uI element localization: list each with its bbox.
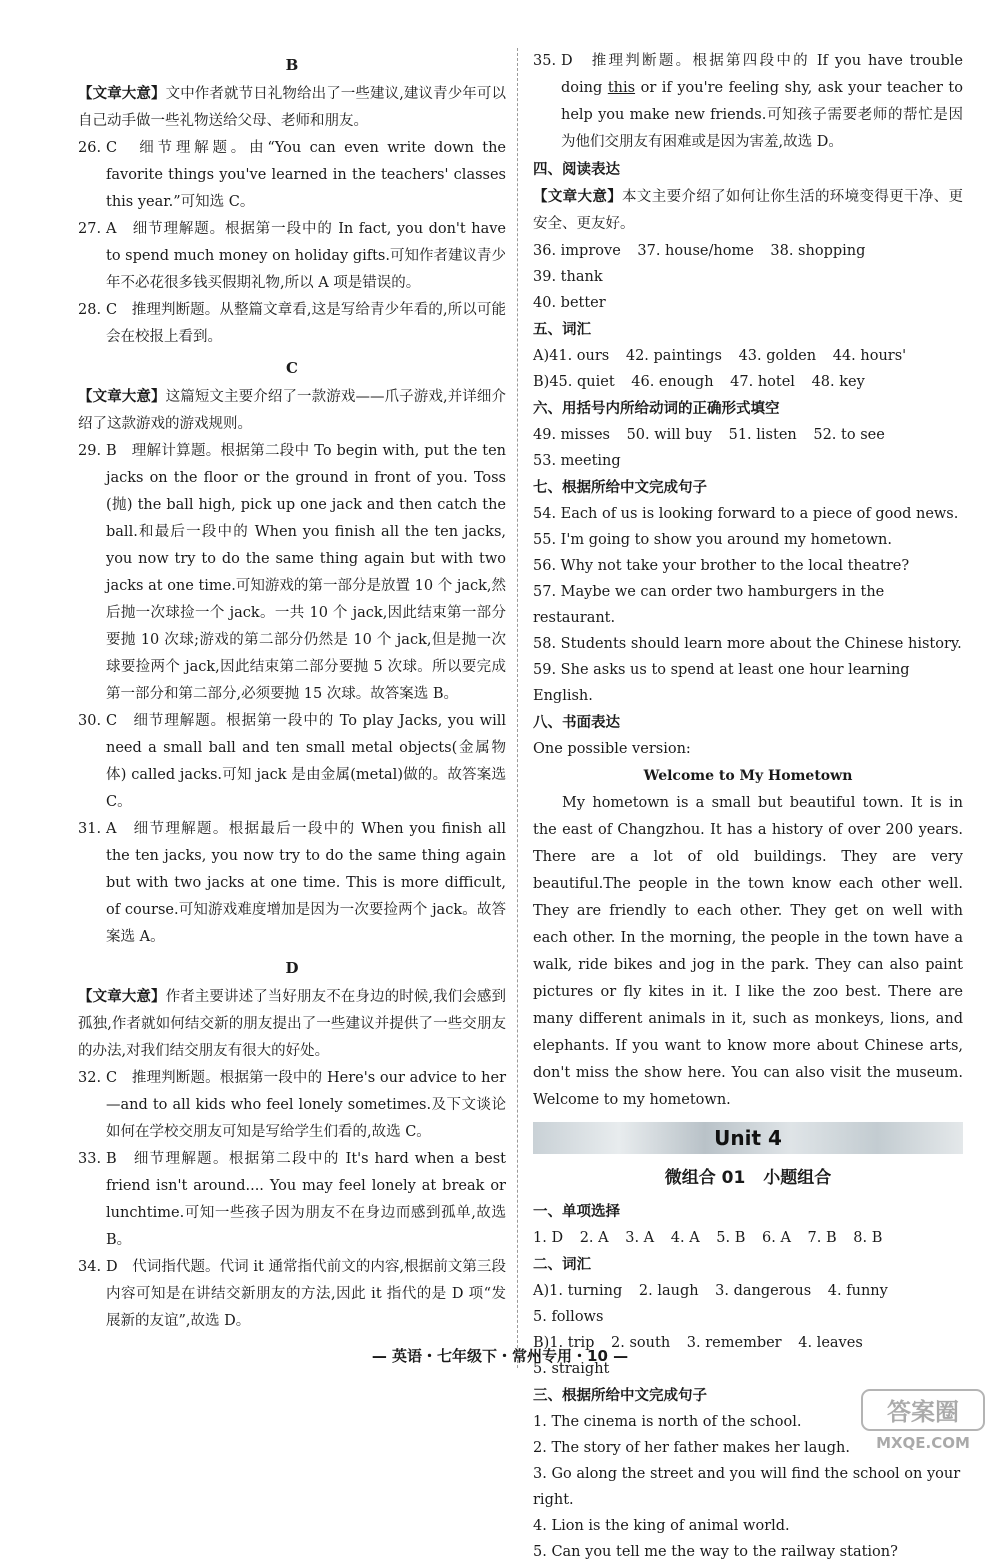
section-7-heading: 七、根据所给中文完成句子	[533, 479, 707, 496]
answer: 49. misses	[533, 427, 610, 443]
answer: 47. hotel	[730, 374, 795, 390]
answer: A)1. turning	[533, 1283, 623, 1299]
answer-explanation: C 细节理解题。由“You can even write down the favorite things you've learned in the teachers' classes this year.”可知选 C。	[106, 140, 506, 210]
section-8-heading: 八、书面表达	[533, 714, 620, 731]
answer: B)1. trip	[533, 1335, 595, 1351]
sentence: 2. The story of her father makes her laugh.	[533, 1440, 850, 1456]
sentence: 59. She asks us to spend at least one hour learning English.	[533, 662, 910, 704]
answer-item-31	[78, 816, 506, 951]
answer: 40. better	[533, 295, 606, 311]
answer-item-26	[78, 135, 506, 216]
answer: 1. D	[533, 1230, 564, 1246]
sentence: 54. Each of us is looking forward to a piece of good news.	[533, 506, 959, 522]
answer-item-29	[78, 438, 506, 708]
section-c-label: C	[286, 359, 298, 377]
answer: 51. listen	[728, 427, 797, 443]
answer-explanation: D 推理判断题。根据第四段中的 If you have trouble doing	[561, 53, 963, 96]
essay-body: My hometown is a small but beautiful town. It is in the east of Changzhou. It has a history of over 200 years. There are a lot of old buildings. They are very beautiful.The people in the town know each other well. They are friendly to each other. They get on well with each other. In the morning, the people in the town have a walk, ride bikes and jog in the park. They can also paint pictures or fly kites in it. I like the zoo best. There are many different animals in it, such as monkeys, lions, and elephants. If you want to know more about Chinese arts, don't miss the show here. You can also visit the museum. Welcome to my hometown.	[533, 795, 963, 1108]
unit-banner	[533, 1122, 963, 1154]
answer: 3. remember	[686, 1335, 782, 1351]
sentence: 5. Can you tell me the way to the railway station?	[533, 1544, 898, 1560]
question-number: 29.	[78, 443, 102, 459]
section-6-answers	[533, 422, 963, 474]
answer: 5. B	[716, 1230, 746, 1246]
answer-explanation: C 细节理解题。根据第一段中的 To play Jacks, you will need a small ball and ten small metal objects(金属物体) called jacks.可知 jack 是由金属(metal)做的。故答案选 C。	[106, 713, 506, 810]
answer: 44. hours'	[832, 348, 907, 364]
right-column	[533, 48, 963, 1565]
question-number: 32.	[78, 1070, 102, 1086]
section-6-heading: 六、用括号内所给动词的正确形式填空	[533, 400, 780, 417]
essay-intro: One possible version:	[533, 741, 691, 757]
answer: 3. dangerous	[715, 1283, 812, 1299]
answer-explanation: D 代词指代题。代词 it 通常指代前文的内容,根据前文第三段内容可知是在讲结交新朋友的方法,因此 it 指代的是 D 项“发展新的友谊”,故选 D。	[106, 1259, 506, 1329]
question-number: 28.	[78, 302, 102, 318]
answer-item-34	[78, 1254, 506, 1335]
summary-text: 文中作者就节日礼物给出了一些建议,建议青少年可以自己动手做一些礼物送给父母、老师和朋友。	[78, 86, 507, 129]
answer-explanation: C 推理判断题。从整篇文章看,这是写给青少年看的,所以可能会在校报上看到。	[106, 302, 506, 345]
answer: 3. A	[625, 1230, 655, 1246]
summary-text: 本文主要介绍了如何让你生活的环境变得更干净、更安全、更友好。	[533, 189, 964, 232]
question-number: 31.	[78, 821, 102, 837]
watermark-text: 答案圈	[887, 1398, 959, 1426]
answer: 43. golden	[738, 348, 817, 364]
answer: 39. thank	[533, 269, 603, 285]
answer: 2. south	[611, 1335, 671, 1351]
question-number: 27.	[78, 221, 102, 237]
watermark-url: MXQE.COM	[876, 1434, 970, 1452]
answer: B)45. quiet	[533, 374, 615, 390]
answer-item-32	[78, 1065, 506, 1146]
answer: 36. improve	[533, 243, 621, 259]
answer-explanation: A 细节理解题。根据最后一段中的 When you finish all the ten jacks, you now try to do the same thing again but with two jacks at one time. This is more difficult, of course.可知游戏难度增加是因为一次要捡两个 jack。故答案选 A。	[106, 821, 506, 945]
answer: 7. B	[807, 1230, 837, 1246]
sentence: 55. I'm going to show you around my hometown.	[533, 532, 892, 548]
answer-item-27	[78, 216, 506, 297]
question-number: 33.	[78, 1151, 102, 1167]
answer-explanation: B 细节理解题。根据第二段中的 It's hard when a best friend isn't around.... You may feel lonely at break or lunchtime.可知一些孩子因为朋友不在身边而感到孤单,故选 B。	[106, 1151, 506, 1248]
answer: 42. paintings	[625, 348, 722, 364]
answer: 52. to see	[813, 427, 885, 443]
page-footer: — 英语・七年级下・常州专用・10 —	[371, 1347, 629, 1365]
section-5-heading: 五、词汇	[533, 321, 591, 338]
section-5-answers-b	[533, 369, 963, 395]
answer-item-35	[533, 48, 963, 156]
answer-explanation: A 细节理解题。根据第一段中的 In fact, you don't have to spend much money on holiday gifts.可知作者建议青少年不必花很多钱买假期礼物,所以 A 项是错误的。	[106, 221, 506, 291]
answer: 8. B	[853, 1230, 883, 1246]
watermark-logo	[860, 1388, 986, 1454]
essay-title: Welcome to My Hometown	[643, 768, 853, 784]
group-title-text: 小题组合	[763, 1168, 832, 1188]
summary-tag: 【文章大意】	[78, 988, 166, 1005]
unit-section-2-heading: 二、词汇	[533, 1256, 591, 1273]
question-number: 35.	[533, 53, 557, 69]
unit-section-1-heading: 一、单项选择	[533, 1203, 620, 1220]
answer: 4. leaves	[798, 1335, 863, 1351]
section-4-heading: 四、阅读表达	[533, 161, 620, 178]
answer: A)41. ours	[533, 348, 610, 364]
question-number: 30.	[78, 713, 102, 729]
summary-4	[533, 183, 963, 238]
answer: 38. shopping	[770, 243, 866, 259]
answer: 53. meeting	[533, 453, 621, 469]
answer: 5. follows	[533, 1309, 604, 1325]
question-number: 26.	[78, 140, 102, 156]
answer: 4. funny	[827, 1283, 888, 1299]
answer: 2. laugh	[638, 1283, 699, 1299]
underlined-word: this	[607, 80, 636, 96]
answer-item-28	[78, 297, 506, 351]
section-5-answers-a	[533, 343, 963, 369]
answer: 5. straight	[533, 1361, 610, 1377]
section-d-label: D	[285, 959, 299, 977]
unit-section-2-answers-a	[533, 1278, 963, 1330]
unit-section-1-answers	[533, 1225, 963, 1251]
summary-tag: 【文章大意】	[78, 388, 166, 405]
sentence: 58. Students should learn more about the Chinese history.	[533, 636, 962, 652]
summary-text: 作者主要讲述了当好朋友不在身边的时候,我们会感到孤独,作者就如何结交新的朋友提出了一些建议并提供了一些交朋友的办法,对我们结交朋友有很大的好处。	[78, 989, 507, 1059]
summary-text: 这篇短文主要介绍了一款游戏——爪子游戏,并详细介绍了这款游戏的游戏规则。	[78, 389, 507, 432]
section-b-label: B	[285, 56, 299, 74]
sentence: 4. Lion is the king of animal world.	[533, 1518, 790, 1534]
answer-explanation: C 推理判断题。根据第一段中的 Here's our advice to her—and to all kids who feel lonely sometimes.及下文谈论如何在学校交朋友可知是写给学生们看的,故选 C。	[106, 1070, 506, 1140]
question-number: 34.	[78, 1259, 102, 1275]
unit-label: Unit 4	[714, 1126, 782, 1150]
summary-b	[78, 80, 506, 135]
summary-c	[78, 383, 506, 438]
answer: 2. A	[579, 1230, 609, 1246]
answer: 46. enough	[631, 374, 714, 390]
sentence: 56. Why not take your brother to the local theatre?	[533, 558, 910, 574]
answer-explanation: B 理解计算题。根据第二段中 To begin with, put the ten jacks on the floor or the ground in front of you. Toss (抛) the ball high, pick up one jack and then catch the ball.和最后一段中的 When you finish all the ten jacks, you now try to do the same thing again but with two jacks at one time.可知游戏的第一部分是放置 10 个 jack,然后抛一次球捡一个 jack。一共 10 个 jack,因此结束第一部分要抛 10 次球;游戏的第二部分仍然是 10 个 jack,但是抛一次球要捡两个 jack,因此结束第二部分要抛 5 次球。所以要完成第一部分和第二部分,必须要抛 15 次球。故答案选 B。	[106, 443, 506, 702]
answer-item-33	[78, 1146, 506, 1254]
answer: 48. key	[811, 374, 865, 390]
unit-section-3-heading: 三、根据所给中文完成句子	[533, 1387, 707, 1404]
answer: 4. A	[670, 1230, 700, 1246]
group-title	[533, 1160, 963, 1196]
answer: 50. will buy	[626, 427, 712, 443]
sentence: 3. Go along the street and you will find the school on your right.	[533, 1466, 961, 1508]
summary-tag: 【文章大意】	[78, 85, 166, 102]
group-title-number: 微组合 01	[664, 1168, 746, 1188]
summary-d	[78, 983, 506, 1065]
left-column	[78, 48, 506, 1335]
answer-explanation-cont: or if you're feeling shy, ask your teacher to help you make new friends.可知孩子需要老师的帮忙是因为他们交朋友有困难或是因为害羞,故选 D。	[561, 80, 963, 150]
answer: 6. A	[762, 1230, 791, 1246]
answer-item-30	[78, 708, 506, 816]
column-divider	[517, 48, 518, 1368]
section-4-answers	[533, 238, 963, 316]
answer: 37. house/home	[637, 243, 754, 259]
sentence: 1. The cinema is north of the school.	[533, 1414, 802, 1430]
sentence: 57. Maybe we can order two hamburgers in the restaurant.	[533, 584, 885, 626]
summary-tag: 【文章大意】	[533, 188, 623, 205]
